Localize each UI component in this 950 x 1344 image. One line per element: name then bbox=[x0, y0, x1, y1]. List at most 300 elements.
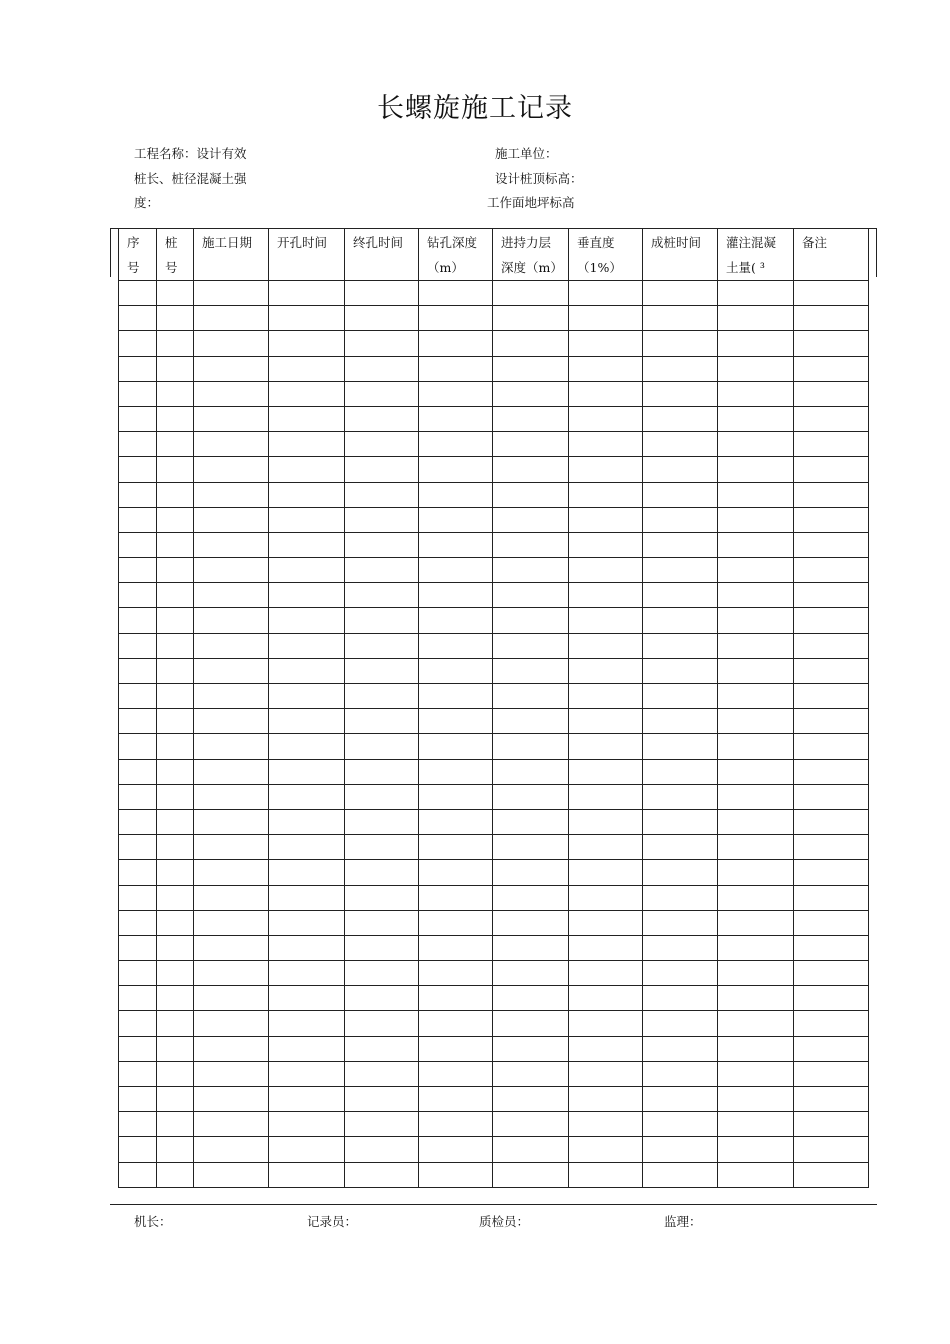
table-cell[interactable] bbox=[794, 482, 869, 507]
table-cell[interactable] bbox=[569, 759, 643, 784]
table-cell[interactable] bbox=[345, 1061, 419, 1086]
table-cell[interactable] bbox=[643, 583, 718, 608]
table-cell[interactable] bbox=[419, 759, 493, 784]
table-cell[interactable] bbox=[718, 1087, 794, 1112]
table-cell[interactable] bbox=[419, 482, 493, 507]
table-cell[interactable] bbox=[157, 961, 194, 986]
table-cell[interactable] bbox=[643, 281, 718, 306]
table-cell[interactable] bbox=[269, 633, 345, 658]
table-cell[interactable] bbox=[419, 558, 493, 583]
table-cell[interactable] bbox=[419, 885, 493, 910]
table-cell[interactable] bbox=[493, 1137, 569, 1162]
table-cell[interactable] bbox=[718, 306, 794, 331]
table-cell[interactable] bbox=[269, 910, 345, 935]
table-cell[interactable] bbox=[419, 1061, 493, 1086]
table-cell[interactable] bbox=[569, 583, 643, 608]
table-cell[interactable] bbox=[718, 432, 794, 457]
table-cell[interactable] bbox=[794, 658, 869, 683]
table-cell[interactable] bbox=[269, 608, 345, 633]
table-cell[interactable] bbox=[269, 457, 345, 482]
table-cell[interactable] bbox=[569, 1137, 643, 1162]
table-cell[interactable] bbox=[269, 1011, 345, 1036]
table-cell[interactable] bbox=[345, 356, 419, 381]
table-cell[interactable] bbox=[157, 507, 194, 532]
table-cell[interactable] bbox=[493, 986, 569, 1011]
table-cell[interactable] bbox=[419, 306, 493, 331]
table-cell[interactable] bbox=[194, 684, 269, 709]
table-cell[interactable] bbox=[493, 935, 569, 960]
table-cell[interactable] bbox=[419, 709, 493, 734]
table-cell[interactable] bbox=[493, 532, 569, 557]
table-cell[interactable] bbox=[119, 507, 157, 532]
table-cell[interactable] bbox=[345, 381, 419, 406]
table-cell[interactable] bbox=[794, 910, 869, 935]
table-cell[interactable] bbox=[345, 1162, 419, 1187]
table-cell[interactable] bbox=[718, 809, 794, 834]
table-cell[interactable] bbox=[194, 482, 269, 507]
table-cell[interactable] bbox=[643, 381, 718, 406]
table-cell[interactable] bbox=[119, 935, 157, 960]
table-cell[interactable] bbox=[419, 809, 493, 834]
table-cell[interactable] bbox=[269, 281, 345, 306]
table-cell[interactable] bbox=[157, 860, 194, 885]
table-cell[interactable] bbox=[345, 734, 419, 759]
table-cell[interactable] bbox=[269, 684, 345, 709]
table-cell[interactable] bbox=[157, 608, 194, 633]
table-cell[interactable] bbox=[194, 306, 269, 331]
table-cell[interactable] bbox=[643, 1137, 718, 1162]
table-cell[interactable] bbox=[194, 910, 269, 935]
table-cell[interactable] bbox=[157, 784, 194, 809]
table-cell[interactable] bbox=[718, 734, 794, 759]
table-cell[interactable] bbox=[157, 1036, 194, 1061]
table-cell[interactable] bbox=[157, 734, 194, 759]
table-cell[interactable] bbox=[718, 986, 794, 1011]
table-cell[interactable] bbox=[345, 583, 419, 608]
table-cell[interactable] bbox=[269, 583, 345, 608]
table-cell[interactable] bbox=[718, 482, 794, 507]
table-cell[interactable] bbox=[419, 381, 493, 406]
table-cell[interactable] bbox=[269, 306, 345, 331]
table-cell[interactable] bbox=[269, 1061, 345, 1086]
table-cell[interactable] bbox=[419, 1011, 493, 1036]
table-cell[interactable] bbox=[718, 910, 794, 935]
table-cell[interactable] bbox=[569, 1011, 643, 1036]
table-cell[interactable] bbox=[194, 1087, 269, 1112]
table-cell[interactable] bbox=[157, 809, 194, 834]
table-cell[interactable] bbox=[345, 281, 419, 306]
table-cell[interactable] bbox=[194, 1061, 269, 1086]
table-cell[interactable] bbox=[794, 759, 869, 784]
table-cell[interactable] bbox=[269, 809, 345, 834]
table-cell[interactable] bbox=[493, 381, 569, 406]
table-cell[interactable] bbox=[794, 709, 869, 734]
table-cell[interactable] bbox=[119, 1061, 157, 1086]
table-cell[interactable] bbox=[119, 331, 157, 356]
table-cell[interactable] bbox=[194, 1137, 269, 1162]
table-cell[interactable] bbox=[493, 1036, 569, 1061]
table-cell[interactable] bbox=[643, 1112, 718, 1137]
table-cell[interactable] bbox=[643, 532, 718, 557]
table-cell[interactable] bbox=[569, 457, 643, 482]
table-cell[interactable] bbox=[419, 734, 493, 759]
table-cell[interactable] bbox=[157, 406, 194, 431]
table-cell[interactable] bbox=[157, 885, 194, 910]
table-cell[interactable] bbox=[269, 1087, 345, 1112]
table-cell[interactable] bbox=[794, 1036, 869, 1061]
table-cell[interactable] bbox=[419, 1087, 493, 1112]
table-cell[interactable] bbox=[794, 784, 869, 809]
table-cell[interactable] bbox=[119, 709, 157, 734]
table-cell[interactable] bbox=[345, 860, 419, 885]
table-cell[interactable] bbox=[157, 1162, 194, 1187]
table-cell[interactable] bbox=[345, 482, 419, 507]
table-cell[interactable] bbox=[794, 860, 869, 885]
table-cell[interactable] bbox=[345, 784, 419, 809]
table-cell[interactable] bbox=[718, 885, 794, 910]
table-cell[interactable] bbox=[345, 709, 419, 734]
table-cell[interactable] bbox=[119, 910, 157, 935]
table-cell[interactable] bbox=[269, 935, 345, 960]
table-cell[interactable] bbox=[194, 1036, 269, 1061]
table-cell[interactable] bbox=[643, 709, 718, 734]
table-cell[interactable] bbox=[157, 986, 194, 1011]
table-cell[interactable] bbox=[157, 633, 194, 658]
table-cell[interactable] bbox=[493, 331, 569, 356]
table-cell[interactable] bbox=[119, 1036, 157, 1061]
table-cell[interactable] bbox=[157, 709, 194, 734]
table-cell[interactable] bbox=[119, 457, 157, 482]
table-cell[interactable] bbox=[569, 633, 643, 658]
table-cell[interactable] bbox=[493, 406, 569, 431]
table-cell[interactable] bbox=[569, 986, 643, 1011]
table-cell[interactable] bbox=[493, 709, 569, 734]
table-cell[interactable] bbox=[194, 784, 269, 809]
table-cell[interactable] bbox=[194, 961, 269, 986]
table-cell[interactable] bbox=[569, 734, 643, 759]
table-cell[interactable] bbox=[419, 457, 493, 482]
table-cell[interactable] bbox=[157, 684, 194, 709]
table-cell[interactable] bbox=[718, 1036, 794, 1061]
table-cell[interactable] bbox=[794, 306, 869, 331]
table-cell[interactable] bbox=[569, 608, 643, 633]
table-cell[interactable] bbox=[643, 835, 718, 860]
table-cell[interactable] bbox=[493, 734, 569, 759]
table-cell[interactable] bbox=[718, 633, 794, 658]
table-cell[interactable] bbox=[643, 658, 718, 683]
table-cell[interactable] bbox=[119, 432, 157, 457]
table-cell[interactable] bbox=[119, 608, 157, 633]
table-cell[interactable] bbox=[194, 356, 269, 381]
table-cell[interactable] bbox=[157, 1011, 194, 1036]
table-cell[interactable] bbox=[194, 381, 269, 406]
table-cell[interactable] bbox=[419, 684, 493, 709]
table-cell[interactable] bbox=[269, 759, 345, 784]
table-cell[interactable] bbox=[157, 532, 194, 557]
table-cell[interactable] bbox=[493, 759, 569, 784]
table-cell[interactable] bbox=[718, 356, 794, 381]
table-cell[interactable] bbox=[157, 356, 194, 381]
table-cell[interactable] bbox=[643, 608, 718, 633]
table-cell[interactable] bbox=[119, 734, 157, 759]
table-cell[interactable] bbox=[493, 281, 569, 306]
table-cell[interactable] bbox=[643, 734, 718, 759]
table-cell[interactable] bbox=[194, 331, 269, 356]
table-cell[interactable] bbox=[269, 432, 345, 457]
table-cell[interactable] bbox=[157, 835, 194, 860]
table-cell[interactable] bbox=[194, 432, 269, 457]
table-cell[interactable] bbox=[569, 1162, 643, 1187]
table-cell[interactable] bbox=[794, 356, 869, 381]
table-cell[interactable] bbox=[157, 1087, 194, 1112]
table-cell[interactable] bbox=[269, 784, 345, 809]
table-cell[interactable] bbox=[643, 1087, 718, 1112]
table-cell[interactable] bbox=[157, 1137, 194, 1162]
table-cell[interactable] bbox=[493, 432, 569, 457]
table-cell[interactable] bbox=[569, 507, 643, 532]
table-cell[interactable] bbox=[419, 1162, 493, 1187]
table-cell[interactable] bbox=[569, 406, 643, 431]
table-cell[interactable] bbox=[643, 1061, 718, 1086]
table-cell[interactable] bbox=[419, 432, 493, 457]
table-cell[interactable] bbox=[794, 1011, 869, 1036]
table-cell[interactable] bbox=[493, 356, 569, 381]
table-cell[interactable] bbox=[718, 684, 794, 709]
table-cell[interactable] bbox=[157, 583, 194, 608]
table-cell[interactable] bbox=[718, 331, 794, 356]
table-cell[interactable] bbox=[345, 658, 419, 683]
table-cell[interactable] bbox=[119, 482, 157, 507]
table-cell[interactable] bbox=[493, 457, 569, 482]
table-cell[interactable] bbox=[718, 558, 794, 583]
table-cell[interactable] bbox=[269, 331, 345, 356]
table-cell[interactable] bbox=[269, 482, 345, 507]
table-cell[interactable] bbox=[345, 331, 419, 356]
table-cell[interactable] bbox=[794, 281, 869, 306]
table-cell[interactable] bbox=[419, 406, 493, 431]
table-cell[interactable] bbox=[269, 961, 345, 986]
table-cell[interactable] bbox=[643, 1036, 718, 1061]
table-cell[interactable] bbox=[643, 935, 718, 960]
table-cell[interactable] bbox=[119, 356, 157, 381]
table-cell[interactable] bbox=[569, 281, 643, 306]
table-cell[interactable] bbox=[493, 633, 569, 658]
table-cell[interactable] bbox=[194, 633, 269, 658]
table-cell[interactable] bbox=[419, 532, 493, 557]
table-cell[interactable] bbox=[643, 885, 718, 910]
table-cell[interactable] bbox=[493, 1162, 569, 1187]
table-cell[interactable] bbox=[157, 331, 194, 356]
table-cell[interactable] bbox=[419, 507, 493, 532]
table-cell[interactable] bbox=[569, 482, 643, 507]
table-cell[interactable] bbox=[493, 860, 569, 885]
table-cell[interactable] bbox=[419, 910, 493, 935]
table-cell[interactable] bbox=[269, 835, 345, 860]
table-cell[interactable] bbox=[794, 331, 869, 356]
table-cell[interactable] bbox=[345, 532, 419, 557]
table-cell[interactable] bbox=[345, 1036, 419, 1061]
table-cell[interactable] bbox=[269, 406, 345, 431]
table-cell[interactable] bbox=[157, 482, 194, 507]
table-cell[interactable] bbox=[157, 558, 194, 583]
table-cell[interactable] bbox=[718, 1162, 794, 1187]
table-cell[interactable] bbox=[345, 1087, 419, 1112]
table-cell[interactable] bbox=[119, 658, 157, 683]
table-cell[interactable] bbox=[157, 1061, 194, 1086]
table-cell[interactable] bbox=[269, 734, 345, 759]
table-cell[interactable] bbox=[643, 961, 718, 986]
table-cell[interactable] bbox=[493, 1112, 569, 1137]
table-cell[interactable] bbox=[643, 406, 718, 431]
table-cell[interactable] bbox=[119, 558, 157, 583]
table-cell[interactable] bbox=[643, 809, 718, 834]
table-cell[interactable] bbox=[569, 381, 643, 406]
table-cell[interactable] bbox=[269, 532, 345, 557]
table-cell[interactable] bbox=[794, 381, 869, 406]
table-cell[interactable] bbox=[345, 608, 419, 633]
table-cell[interactable] bbox=[569, 658, 643, 683]
table-cell[interactable] bbox=[157, 759, 194, 784]
table-cell[interactable] bbox=[194, 986, 269, 1011]
table-cell[interactable] bbox=[794, 406, 869, 431]
table-cell[interactable] bbox=[345, 961, 419, 986]
table-cell[interactable] bbox=[194, 281, 269, 306]
table-cell[interactable] bbox=[794, 885, 869, 910]
table-cell[interactable] bbox=[119, 986, 157, 1011]
table-cell[interactable] bbox=[119, 583, 157, 608]
table-cell[interactable] bbox=[419, 1112, 493, 1137]
table-cell[interactable] bbox=[194, 1162, 269, 1187]
table-cell[interactable] bbox=[419, 784, 493, 809]
table-cell[interactable] bbox=[794, 935, 869, 960]
table-cell[interactable] bbox=[119, 885, 157, 910]
table-cell[interactable] bbox=[119, 1112, 157, 1137]
table-cell[interactable] bbox=[269, 558, 345, 583]
table-cell[interactable] bbox=[718, 406, 794, 431]
table-cell[interactable] bbox=[345, 457, 419, 482]
table-cell[interactable] bbox=[345, 885, 419, 910]
table-cell[interactable] bbox=[119, 759, 157, 784]
table-cell[interactable] bbox=[794, 986, 869, 1011]
table-cell[interactable] bbox=[493, 784, 569, 809]
table-cell[interactable] bbox=[794, 558, 869, 583]
table-cell[interactable] bbox=[493, 910, 569, 935]
table-cell[interactable] bbox=[718, 1011, 794, 1036]
table-cell[interactable] bbox=[718, 507, 794, 532]
table-cell[interactable] bbox=[643, 1011, 718, 1036]
table-cell[interactable] bbox=[345, 910, 419, 935]
table-cell[interactable] bbox=[194, 860, 269, 885]
table-cell[interactable] bbox=[194, 759, 269, 784]
table-cell[interactable] bbox=[345, 432, 419, 457]
table-cell[interactable] bbox=[194, 935, 269, 960]
table-cell[interactable] bbox=[157, 910, 194, 935]
table-cell[interactable] bbox=[419, 658, 493, 683]
table-cell[interactable] bbox=[269, 507, 345, 532]
table-cell[interactable] bbox=[419, 331, 493, 356]
table-cell[interactable] bbox=[194, 532, 269, 557]
table-cell[interactable] bbox=[718, 658, 794, 683]
table-cell[interactable] bbox=[718, 860, 794, 885]
table-cell[interactable] bbox=[419, 1137, 493, 1162]
table-cell[interactable] bbox=[569, 910, 643, 935]
table-cell[interactable] bbox=[419, 835, 493, 860]
table-cell[interactable] bbox=[794, 532, 869, 557]
table-cell[interactable] bbox=[794, 507, 869, 532]
table-cell[interactable] bbox=[493, 482, 569, 507]
table-cell[interactable] bbox=[419, 583, 493, 608]
table-cell[interactable] bbox=[569, 784, 643, 809]
table-cell[interactable] bbox=[194, 809, 269, 834]
table-cell[interactable] bbox=[643, 986, 718, 1011]
table-cell[interactable] bbox=[269, 1162, 345, 1187]
table-cell[interactable] bbox=[419, 633, 493, 658]
table-cell[interactable] bbox=[569, 1061, 643, 1086]
table-cell[interactable] bbox=[419, 860, 493, 885]
table-cell[interactable] bbox=[194, 406, 269, 431]
table-cell[interactable] bbox=[643, 356, 718, 381]
table-cell[interactable] bbox=[119, 281, 157, 306]
table-cell[interactable] bbox=[119, 1087, 157, 1112]
table-cell[interactable] bbox=[794, 1137, 869, 1162]
table-cell[interactable] bbox=[119, 809, 157, 834]
table-cell[interactable] bbox=[643, 457, 718, 482]
table-cell[interactable] bbox=[794, 432, 869, 457]
table-cell[interactable] bbox=[794, 583, 869, 608]
table-cell[interactable] bbox=[269, 885, 345, 910]
table-cell[interactable] bbox=[718, 935, 794, 960]
table-cell[interactable] bbox=[643, 331, 718, 356]
table-cell[interactable] bbox=[718, 608, 794, 633]
table-cell[interactable] bbox=[194, 507, 269, 532]
table-cell[interactable] bbox=[569, 1036, 643, 1061]
table-cell[interactable] bbox=[194, 457, 269, 482]
table-cell[interactable] bbox=[269, 1112, 345, 1137]
table-cell[interactable] bbox=[345, 1011, 419, 1036]
table-cell[interactable] bbox=[643, 860, 718, 885]
table-cell[interactable] bbox=[718, 961, 794, 986]
table-cell[interactable] bbox=[718, 532, 794, 557]
table-cell[interactable] bbox=[493, 1087, 569, 1112]
table-cell[interactable] bbox=[493, 684, 569, 709]
table-cell[interactable] bbox=[345, 633, 419, 658]
table-cell[interactable] bbox=[569, 331, 643, 356]
table-cell[interactable] bbox=[269, 658, 345, 683]
table-cell[interactable] bbox=[269, 1137, 345, 1162]
table-cell[interactable] bbox=[493, 558, 569, 583]
table-cell[interactable] bbox=[718, 381, 794, 406]
table-cell[interactable] bbox=[157, 281, 194, 306]
table-cell[interactable] bbox=[569, 356, 643, 381]
table-cell[interactable] bbox=[794, 1087, 869, 1112]
table-cell[interactable] bbox=[194, 658, 269, 683]
table-cell[interactable] bbox=[493, 608, 569, 633]
table-cell[interactable] bbox=[718, 583, 794, 608]
table-cell[interactable] bbox=[345, 507, 419, 532]
table-cell[interactable] bbox=[194, 835, 269, 860]
table-cell[interactable] bbox=[569, 532, 643, 557]
table-cell[interactable] bbox=[643, 306, 718, 331]
table-cell[interactable] bbox=[345, 809, 419, 834]
table-cell[interactable] bbox=[643, 558, 718, 583]
table-cell[interactable] bbox=[493, 658, 569, 683]
table-cell[interactable] bbox=[119, 406, 157, 431]
table-cell[interactable] bbox=[493, 1011, 569, 1036]
table-cell[interactable] bbox=[643, 507, 718, 532]
table-cell[interactable] bbox=[794, 734, 869, 759]
table-cell[interactable] bbox=[269, 1036, 345, 1061]
table-cell[interactable] bbox=[419, 1036, 493, 1061]
